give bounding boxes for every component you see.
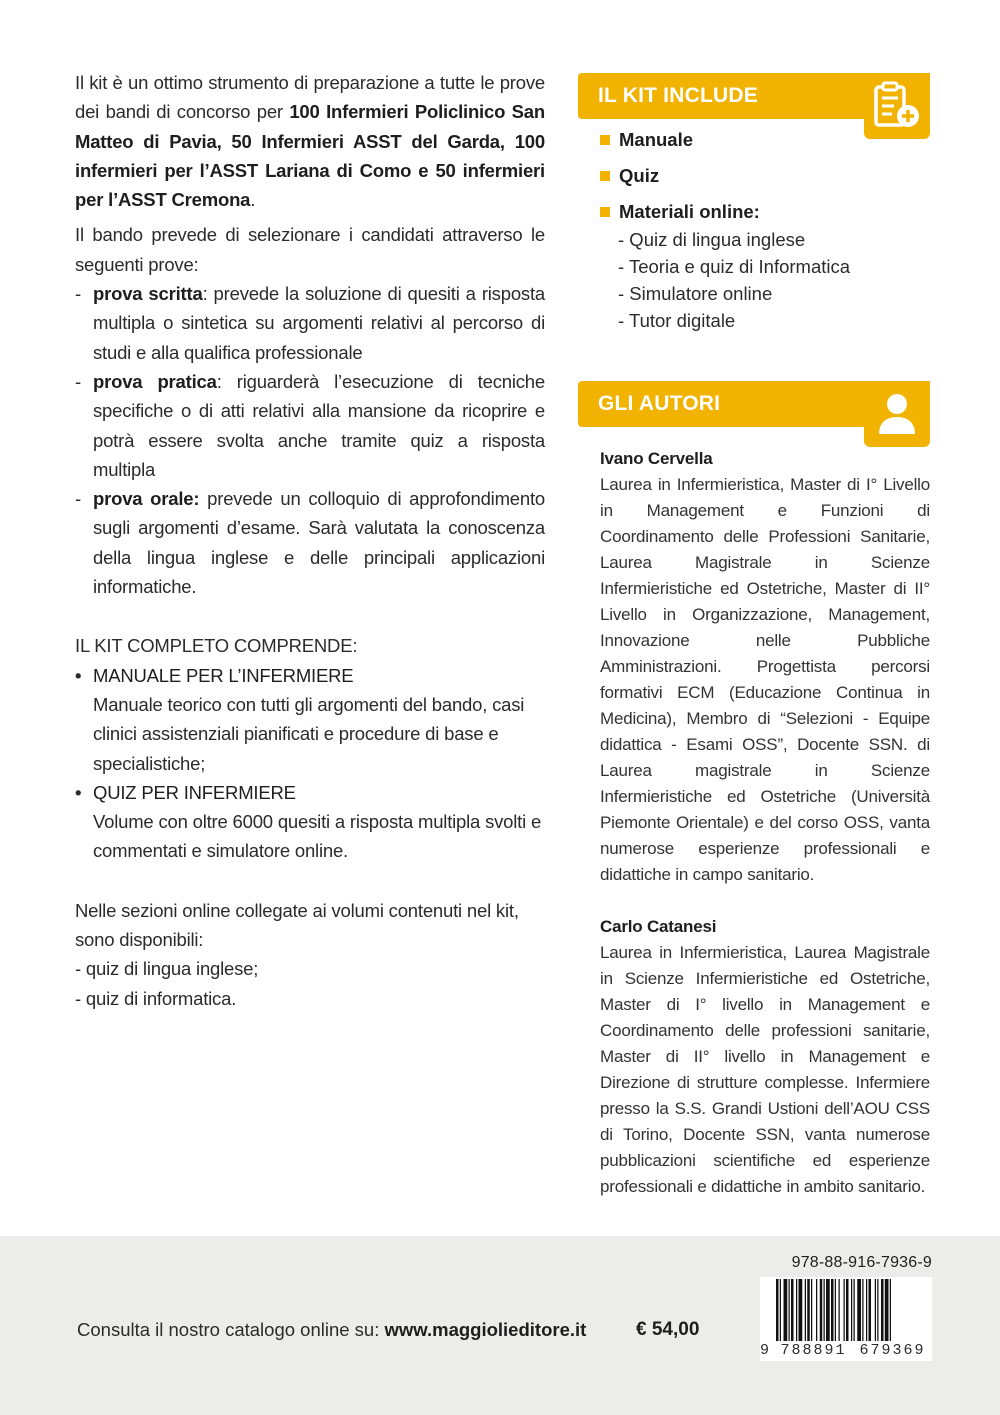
barcode <box>760 1277 932 1361</box>
author-entry <box>578 914 930 1200</box>
intro-text: Il kit è un ottimo strumento di preparazione a tutte le prove dei bandi di concorso per <box>75 72 545 123</box>
list-item: - quiz di informatica. <box>75 987 237 1009</box>
bullet-square-icon <box>600 171 610 181</box>
catalog-link[interactable]: www.maggiolieditore.it <box>384 1319 587 1340</box>
kit-include-header <box>578 73 930 139</box>
list-item: Manuale <box>600 122 930 158</box>
author-entry <box>578 446 930 888</box>
bullet-square-icon <box>600 207 610 217</box>
author-bio: Laurea in Infermieristica, Master di I° Livello in Management e Funzioni di Coordinamento delle Professioni Sanitarie, Laurea Magistrale in Scienze Infermieristiche ed Ostetriche, Master di II° Livello in Organizzazione, Management, Innovazione nelle Pubbliche Amministrazioni. Progettista percorsi formativi ECM (Educazione Continua in Medicina), Membro di “Selezioni - Equipe didattica - Esami OSS”, Docente SSN. di Laurea magistrale in Scienze Infermieristiche ed Ostetriche (Università Piemonte Orientale) e del corso OSS, vanta numerose esperienze professionali e didattiche in campo sanitario. <box>600 475 930 884</box>
list-item: Materiali online: <box>600 194 930 230</box>
list-item: - Teoria e quiz di Informatica <box>618 256 851 277</box>
description-column <box>75 68 545 1013</box>
list-item: • QUIZ PER INFERMIERE Volume con oltre 6000 quesiti a risposta multipla svolti e commentati e simulatore online. <box>75 778 545 866</box>
kit-item-text: Volume con oltre 6000 quesiti a risposta multipla svolti e commentati e simulatore online. <box>93 811 542 862</box>
list-item: - prova pratica: riguarderà l’esecuzione di tecniche specifiche o di atti relativi alla mansione da ricoprire e potrà essere svolta anche tramite quiz a risposta multipla <box>75 370 545 480</box>
price: € 54,00 <box>636 1319 700 1340</box>
user-icon <box>864 381 930 447</box>
prove-list <box>75 279 545 601</box>
list-item: - Simulatore online <box>618 283 773 304</box>
selection-paragraph: Il bando prevede di selezionare i candidati attraverso le seguenti prove: <box>75 224 545 275</box>
prova-text: prevede un colloquio di approfondimento sugli argomenti d’esame. Sarà valutata la conoscenza della lingua inglese e delle principali applicazioni informatiche. <box>93 488 546 598</box>
prova-text: : prevede la soluzione di quesiti a risposta multipla o sintetica su argomenti relativi al percorso di studi e alla qualifica professionale <box>93 283 545 363</box>
authors-box <box>578 381 930 1200</box>
online-paragraph: Nelle sezioni online collegate ai volumi contenuti nel kit, sono disponibili: <box>75 899 519 951</box>
footer <box>0 1236 1000 1415</box>
kit-item-title: QUIZ PER INFERMIERE <box>93 781 296 803</box>
prova-title: prova orale: <box>93 488 200 510</box>
kit-completo-heading: IL KIT COMPLETO COMPRENDE: <box>75 635 358 657</box>
prova-text: : riguarderà l’esecuzione di tecniche specifiche o di atti relativi alla mansione da ricoprire e potrà essere svolta anche tramite quiz a risposta multipla <box>93 370 545 480</box>
list-item: Quiz <box>600 158 930 194</box>
author-name: Carlo Catanesi <box>600 917 717 936</box>
list-item: - Tutor digitale <box>618 310 736 331</box>
isbn-number: 978-88-916-7936-9 <box>791 1254 932 1271</box>
online-materials-list <box>600 226 930 334</box>
author-bio: Laurea in Infermieristica, Laurea Magistrale in Scienze Infermieristiche ed Ostetriche, Master di I° livello in Management e Coordinamento delle professioni sanitarie, Master di II° livello in Management e Direzione di strutture complesse. Infermiere presso la S.S. Grandi Ustioni dell’AOU CSS di Torino, Docente SSN, vanta numerose pubblicazioni scientifiche ed esperienze professionali e didattiche in ambito sanitario. <box>600 943 930 1196</box>
prova-title: prova pratica <box>93 370 217 392</box>
intro-highlight: 100 Infermieri Policlinico San Matteo di Pavia, 50 Infermieri ASST del Garda, 100 infermieri per l’ASST Lariana di Como e 50 infermieri per l’ASST Cremona <box>75 101 545 211</box>
authors-header <box>578 381 930 447</box>
kit-include-box <box>578 73 930 334</box>
author-name: Ivano Cervella <box>600 449 713 468</box>
kit-item-text: Manuale teorico con tutti gli argomenti del bando, casi clinici assistenziali pianificati e procedure di base e specialistiche; <box>93 693 525 774</box>
list-item: - Quiz di lingua inglese <box>618 229 806 250</box>
kit-include-title: IL KIT INCLUDE <box>598 84 758 107</box>
intro-paragraph <box>75 68 545 214</box>
kit-item-title: MANUALE PER L’INFERMIERE <box>93 664 354 686</box>
document-plus-icon <box>864 73 930 139</box>
intro-period: . <box>250 189 256 211</box>
barcode-digits: 9 788891 679369 <box>760 1341 932 1361</box>
catalog-line: Consulta il nostro catalogo online su: www.maggiolieditore.it <box>77 1319 587 1340</box>
list-item: - prova scritta: prevede la soluzione di quesiti a risposta multipla o sintetica su argomenti relativi al percorso di studi e alla qualifica professionale <box>75 283 545 363</box>
list-item: - quiz di lingua inglese; <box>75 958 259 980</box>
kit-include-list <box>578 122 930 334</box>
list-item: - prova orale: prevede un colloquio di approfondimento sugli argomenti d’esame. Sarà valutata la conoscenza della lingua inglese e delle principali applicazioni informatiche. <box>75 488 546 598</box>
prova-title: prova scritta <box>93 283 203 305</box>
list-item: • MANUALE PER L’INFERMIERE Manuale teorico con tutti gli argomenti del bando, casi clinici assistenziali pianificati e procedure di base e specialistiche; <box>75 661 545 778</box>
authors-title: GLI AUTORI <box>598 392 721 415</box>
